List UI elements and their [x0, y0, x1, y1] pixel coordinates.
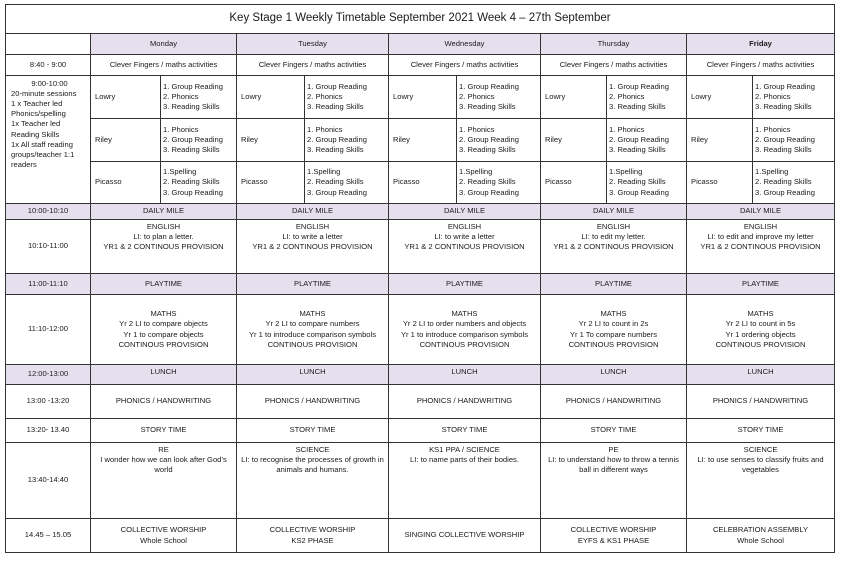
group-name-picasso: Picasso: [237, 162, 305, 204]
group-activity-item: 1. Phonics: [163, 124, 199, 134]
group-activities-lowry: [305, 76, 389, 119]
maths-lesson-friday-line: Yr 1 ordering objects: [725, 329, 796, 339]
afternoon-lesson-friday-line: LI: to use senses to classify fruits and vegetables: [697, 455, 824, 475]
group-activity-item: 3. Reading Skills: [307, 102, 364, 111]
daily-mile-monday: DAILY MILE: [91, 204, 237, 220]
playtime-monday: PLAYTIME: [91, 274, 237, 295]
maths-lesson-thursday-line: CONTINOUS PROVISION: [568, 339, 659, 349]
daily-mile-wednesday: DAILY MILE: [389, 204, 541, 220]
group-name-picasso: Picasso: [687, 162, 753, 204]
groups-time: 9:00-10:00: [31, 79, 68, 89]
afternoon-lesson-time: 13:40-14:40: [6, 443, 91, 519]
english-lesson-wednesday-line: ENGLISH: [447, 222, 482, 231]
group-activities-picasso: [607, 162, 687, 204]
maths-lesson-tuesday: [237, 295, 389, 365]
groups-description-line: 1 x Teacher led Phonics/spelling: [11, 99, 66, 119]
maths-lesson-tuesday-line: CONTINOUS PROVISION: [267, 339, 358, 349]
group-activities-lowry: [753, 76, 835, 119]
group-activity-item: 2. Group Reading: [459, 134, 519, 144]
page-title: Key Stage 1 Weekly Timetable September 2021 Week 4 – 27th September: [6, 5, 835, 34]
group-activity-item: 1. Group Reading: [755, 81, 815, 91]
afternoon-lesson-monday-line: RE: [158, 445, 169, 454]
clever-fingers-thursday: Clever Fingers / maths activities: [541, 55, 687, 76]
group-name-lowry: Lowry: [389, 76, 457, 119]
day-header-thursday: Thursday: [541, 34, 687, 55]
playtime-thursday: PLAYTIME: [541, 274, 687, 295]
group-activity-item: 3. Group Reading: [609, 187, 669, 197]
afternoon-lesson-monday-line: I wonder how we can look after God’s world: [100, 455, 227, 475]
group-activity-item: 1. Group Reading: [307, 81, 367, 91]
maths-lesson-tuesday-line: Yr 1 to introduce comparison symbols: [248, 329, 377, 339]
group-name-riley: Riley: [541, 119, 607, 162]
lunch-friday: LUNCH: [687, 365, 835, 385]
phonics-handwriting-tuesday: PHONICS / HANDWRITING: [237, 385, 389, 419]
group-name-riley: Riley: [237, 119, 305, 162]
group-name-picasso: Picasso: [541, 162, 607, 204]
english-lesson-tuesday-line: YR1 & 2 CONTINOUS PROVISION: [252, 242, 373, 252]
clever-fingers-friday: Clever Fingers / maths activities: [687, 55, 835, 76]
maths-lesson-tuesday-line: Yr 2 LI to compare numbers: [265, 319, 360, 329]
lunch-wednesday: LUNCH: [389, 365, 541, 385]
afternoon-lesson-tuesday: [237, 443, 389, 519]
english-lesson-wednesday-line: YR1 & 2 CONTINOUS PROVISION: [404, 242, 525, 252]
english-lesson-tuesday-line: ENGLISH: [295, 222, 330, 231]
daily-mile-tuesday: DAILY MILE: [237, 204, 389, 220]
group-activities-riley: [753, 119, 835, 162]
group-activity-item: 2. Reading Skills: [307, 177, 364, 187]
groups-description-line: 1x All staff reading groups/teacher 1:1 readers: [11, 139, 75, 169]
collective-worship-monday-line: Whole School: [140, 535, 187, 545]
english-lesson-friday-line: YR1 & 2 CONTINOUS PROVISION: [700, 242, 821, 252]
story-time-wednesday: STORY TIME: [389, 419, 541, 443]
group-name-riley: Riley: [389, 119, 457, 162]
group-activities-picasso: [305, 162, 389, 204]
group-name-lowry: Lowry: [687, 76, 753, 119]
group-activity-item: 2. Phonics: [755, 91, 791, 101]
group-activity-item: 3. Reading Skills: [459, 145, 516, 154]
group-activity-item: 3. Reading Skills: [609, 102, 666, 111]
group-activity-item: 2. Phonics: [163, 91, 199, 101]
collective-worship-friday-line: Whole School: [737, 535, 784, 545]
group-activity-item: 2. Group Reading: [307, 134, 367, 144]
collective-worship-thursday-line: EYFS & KS1 PHASE: [577, 535, 650, 545]
day-header-wednesday: Wednesday: [389, 34, 541, 55]
group-activity-item: 2. Phonics: [459, 91, 495, 101]
story-time-tuesday: STORY TIME: [237, 419, 389, 443]
english-lesson-friday: [687, 220, 835, 274]
clever-fingers-time: 8:40 - 9:00: [6, 55, 91, 76]
playtime-friday: PLAYTIME: [687, 274, 835, 295]
english-lesson-time: 10:10-11:00: [6, 220, 91, 274]
playtime-time: 11:00-11:10: [6, 274, 91, 295]
daily-mile-thursday: DAILY MILE: [541, 204, 687, 220]
group-activity-item: 3. Group Reading: [459, 187, 519, 197]
english-lesson-tuesday-line: LI: to write a letter: [282, 232, 343, 242]
afternoon-lesson-thursday: [541, 443, 687, 519]
group-activity-item: 3. Group Reading: [163, 187, 223, 197]
maths-lesson-time: 11:10-12:00: [6, 295, 91, 365]
afternoon-lesson-friday-line: SCIENCE: [743, 445, 778, 454]
english-lesson-friday-line: LI: to edit and improve my letter: [707, 232, 814, 242]
group-activities-picasso: [457, 162, 541, 204]
afternoon-lesson-wednesday-line: KS1 PPA / SCIENCE: [429, 445, 500, 454]
story-time-thursday: STORY TIME: [541, 419, 687, 443]
group-activity-item: 2. Group Reading: [755, 134, 815, 144]
english-lesson-wednesday: [389, 220, 541, 274]
group-activity-item: 2. Phonics: [609, 91, 645, 101]
english-lesson-wednesday-line: LI: to write a letter: [434, 232, 495, 242]
lunch-monday: LUNCH: [91, 365, 237, 385]
afternoon-lesson-tuesday-line: LI: to recognise the processes of growth in animals and humans.: [241, 455, 384, 475]
group-activity-item: 3. Reading Skills: [755, 145, 812, 154]
collective-worship-wednesday: [389, 519, 541, 553]
maths-lesson-friday-line: MATHS: [747, 309, 774, 319]
collective-worship-friday-line: CELEBRATION ASSEMBLY: [712, 525, 809, 535]
group-name-lowry: Lowry: [91, 76, 161, 119]
day-header-monday: Monday: [91, 34, 237, 55]
collective-worship-tuesday: [237, 519, 389, 553]
collective-worship-wednesday-line: SINGING COLLECTIVE WORSHIP: [404, 530, 525, 540]
maths-lesson-thursday-line: MATHS: [600, 309, 627, 319]
collective-worship-thursday: [541, 519, 687, 553]
groups-time-cell: [6, 76, 91, 204]
clever-fingers-wednesday: Clever Fingers / maths activities: [389, 55, 541, 76]
collective-worship-friday: [687, 519, 835, 553]
group-activity-item: 3. Group Reading: [307, 187, 367, 197]
english-lesson-monday-line: YR1 & 2 CONTINOUS PROVISION: [103, 242, 224, 252]
group-activity-item: 3. Group Reading: [755, 187, 815, 197]
story-time-monday: STORY TIME: [91, 419, 237, 443]
group-activities-picasso: [753, 162, 835, 204]
maths-lesson-friday-line: Yr 2 LI to count in 5s: [725, 319, 796, 329]
group-activity-item: 1.Spelling: [307, 167, 341, 177]
phonics-handwriting-monday: PHONICS / HANDWRITING: [91, 385, 237, 419]
collective-worship-tuesday-line: COLLECTIVE WORSHIP: [269, 525, 356, 535]
day-header-friday: Friday: [687, 34, 835, 55]
timetable-sheet: [5, 4, 834, 558]
group-activity-item: 2. Reading Skills: [755, 177, 812, 187]
collective-worship-monday: [91, 519, 237, 553]
group-activity-item: 1. Group Reading: [459, 81, 519, 91]
groups-description-line: 1x Teacher led Reading Skills: [11, 119, 61, 139]
afternoon-lesson-thursday-line: LI: to understand how to throw a tennis ball in different ways: [548, 455, 679, 475]
maths-lesson-tuesday-line: MATHS: [299, 309, 326, 319]
group-activity-item: 1. Phonics: [307, 124, 343, 134]
english-lesson-friday-line: ENGLISH: [743, 222, 778, 231]
time-header-blank: [6, 34, 91, 55]
lunch-time: 12:00-13:00: [6, 365, 91, 385]
afternoon-lesson-wednesday: [389, 443, 541, 519]
afternoon-lesson-wednesday-line: LI: to name parts of their bodies.: [410, 455, 519, 465]
group-activity-item: 1. Group Reading: [609, 81, 669, 91]
maths-lesson-monday-line: Yr 2 LI to compare objects: [119, 319, 208, 329]
group-name-lowry: Lowry: [541, 76, 607, 119]
maths-lesson-monday-line: MATHS: [150, 309, 177, 319]
phonics-handwriting-thursday: PHONICS / HANDWRITING: [541, 385, 687, 419]
maths-lesson-thursday-line: Yr 2 LI to count in 2s: [578, 319, 649, 329]
group-activity-item: 2. Group Reading: [609, 134, 669, 144]
group-activity-item: 1. Group Reading: [163, 81, 223, 91]
group-activities-lowry: [457, 76, 541, 119]
phonics-handwriting-time: 13:00 -13:20: [6, 385, 91, 419]
afternoon-lesson-friday: [687, 443, 835, 519]
afternoon-lesson-monday: [91, 443, 237, 519]
playtime-wednesday: PLAYTIME: [389, 274, 541, 295]
maths-lesson-wednesday-line: Yr 1 to introduce comparison symbols: [400, 329, 529, 339]
maths-lesson-monday: [91, 295, 237, 365]
group-name-picasso: Picasso: [389, 162, 457, 204]
group-activity-item: 1. Phonics: [755, 124, 791, 134]
group-activity-item: 3. Reading Skills: [609, 145, 666, 154]
english-lesson-thursday-line: ENGLISH: [596, 222, 631, 231]
group-activity-item: 3. Reading Skills: [307, 145, 364, 154]
group-activity-item: 3. Reading Skills: [163, 102, 220, 111]
group-activities-riley: [607, 119, 687, 162]
english-lesson-thursday-line: YR1 & 2 CONTINOUS PROVISION: [553, 242, 674, 252]
collective-worship-time: 14.45 – 15.05: [6, 519, 91, 553]
daily-mile-time: 10:00-10:10: [6, 204, 91, 220]
group-activity-item: 3. Reading Skills: [459, 102, 516, 111]
clever-fingers-monday: Clever Fingers / maths activities: [91, 55, 237, 76]
group-activity-item: 1.Spelling: [755, 167, 789, 177]
playtime-tuesday: PLAYTIME: [237, 274, 389, 295]
group-activity-item: 2. Reading Skills: [163, 177, 220, 187]
phonics-handwriting-wednesday: PHONICS / HANDWRITING: [389, 385, 541, 419]
group-activity-item: 3. Reading Skills: [163, 145, 220, 154]
english-lesson-thursday-line: LI: to edit my letter.: [581, 232, 646, 242]
group-activities-lowry: [607, 76, 687, 119]
collective-worship-tuesday-line: KS2 PHASE: [291, 535, 334, 545]
maths-lesson-friday: [687, 295, 835, 365]
group-activity-item: 1.Spelling: [459, 167, 493, 177]
maths-lesson-monday-line: Yr 1 to compare objects: [123, 329, 204, 339]
group-name-riley: Riley: [91, 119, 161, 162]
english-lesson-monday: [91, 220, 237, 274]
collective-worship-monday-line: COLLECTIVE WORSHIP: [120, 525, 207, 535]
group-activities-riley: [457, 119, 541, 162]
story-time-time: 13:20- 13.40: [6, 419, 91, 443]
maths-lesson-friday-line: CONTINOUS PROVISION: [715, 339, 806, 349]
maths-lesson-wednesday-line: MATHS: [451, 309, 478, 319]
daily-mile-friday: DAILY MILE: [687, 204, 835, 220]
maths-lesson-wednesday-line: Yr 2 LI to order numbers and objects: [402, 319, 527, 329]
maths-lesson-wednesday: [389, 295, 541, 365]
group-activity-item: 1. Phonics: [459, 124, 495, 134]
group-name-riley: Riley: [687, 119, 753, 162]
group-activity-item: 2. Group Reading: [163, 134, 223, 144]
group-activity-item: 2. Phonics: [307, 91, 343, 101]
group-activities-riley: [161, 119, 237, 162]
english-lesson-monday-line: ENGLISH: [146, 222, 181, 231]
group-activity-item: 1.Spelling: [609, 167, 643, 177]
english-lesson-tuesday: [237, 220, 389, 274]
english-lesson-monday-line: LI: to plan a letter.: [133, 232, 194, 242]
afternoon-lesson-tuesday-line: SCIENCE: [295, 445, 330, 454]
group-activities-picasso: [161, 162, 237, 204]
groups-description-line: 20-minute sessions: [11, 89, 77, 99]
phonics-handwriting-friday: PHONICS / HANDWRITING: [687, 385, 835, 419]
afternoon-lesson-thursday-line: PE: [608, 445, 619, 454]
group-activity-item: 1. Phonics: [609, 124, 645, 134]
english-lesson-thursday: [541, 220, 687, 274]
story-time-friday: STORY TIME: [687, 419, 835, 443]
group-activity-item: 2. Reading Skills: [459, 177, 516, 187]
maths-lesson-thursday: [541, 295, 687, 365]
group-activity-item: 3. Reading Skills: [755, 102, 812, 111]
group-activity-item: 2. Reading Skills: [609, 177, 666, 187]
collective-worship-thursday-line: COLLECTIVE WORSHIP: [570, 525, 657, 535]
maths-lesson-monday-line: CONTINOUS PROVISION: [118, 339, 209, 349]
lunch-thursday: LUNCH: [541, 365, 687, 385]
weekly-timetable: [5, 4, 835, 553]
maths-lesson-wednesday-line: CONTINOUS PROVISION: [419, 339, 510, 349]
day-header-tuesday: Tuesday: [237, 34, 389, 55]
clever-fingers-tuesday: Clever Fingers / maths activities: [237, 55, 389, 76]
group-activities-riley: [305, 119, 389, 162]
maths-lesson-thursday-line: Yr 1 To compare numbers: [569, 329, 658, 339]
group-name-lowry: Lowry: [237, 76, 305, 119]
group-activity-item: 1.Spelling: [163, 167, 197, 177]
group-name-picasso: Picasso: [91, 162, 161, 204]
lunch-tuesday: LUNCH: [237, 365, 389, 385]
group-activities-lowry: [161, 76, 237, 119]
